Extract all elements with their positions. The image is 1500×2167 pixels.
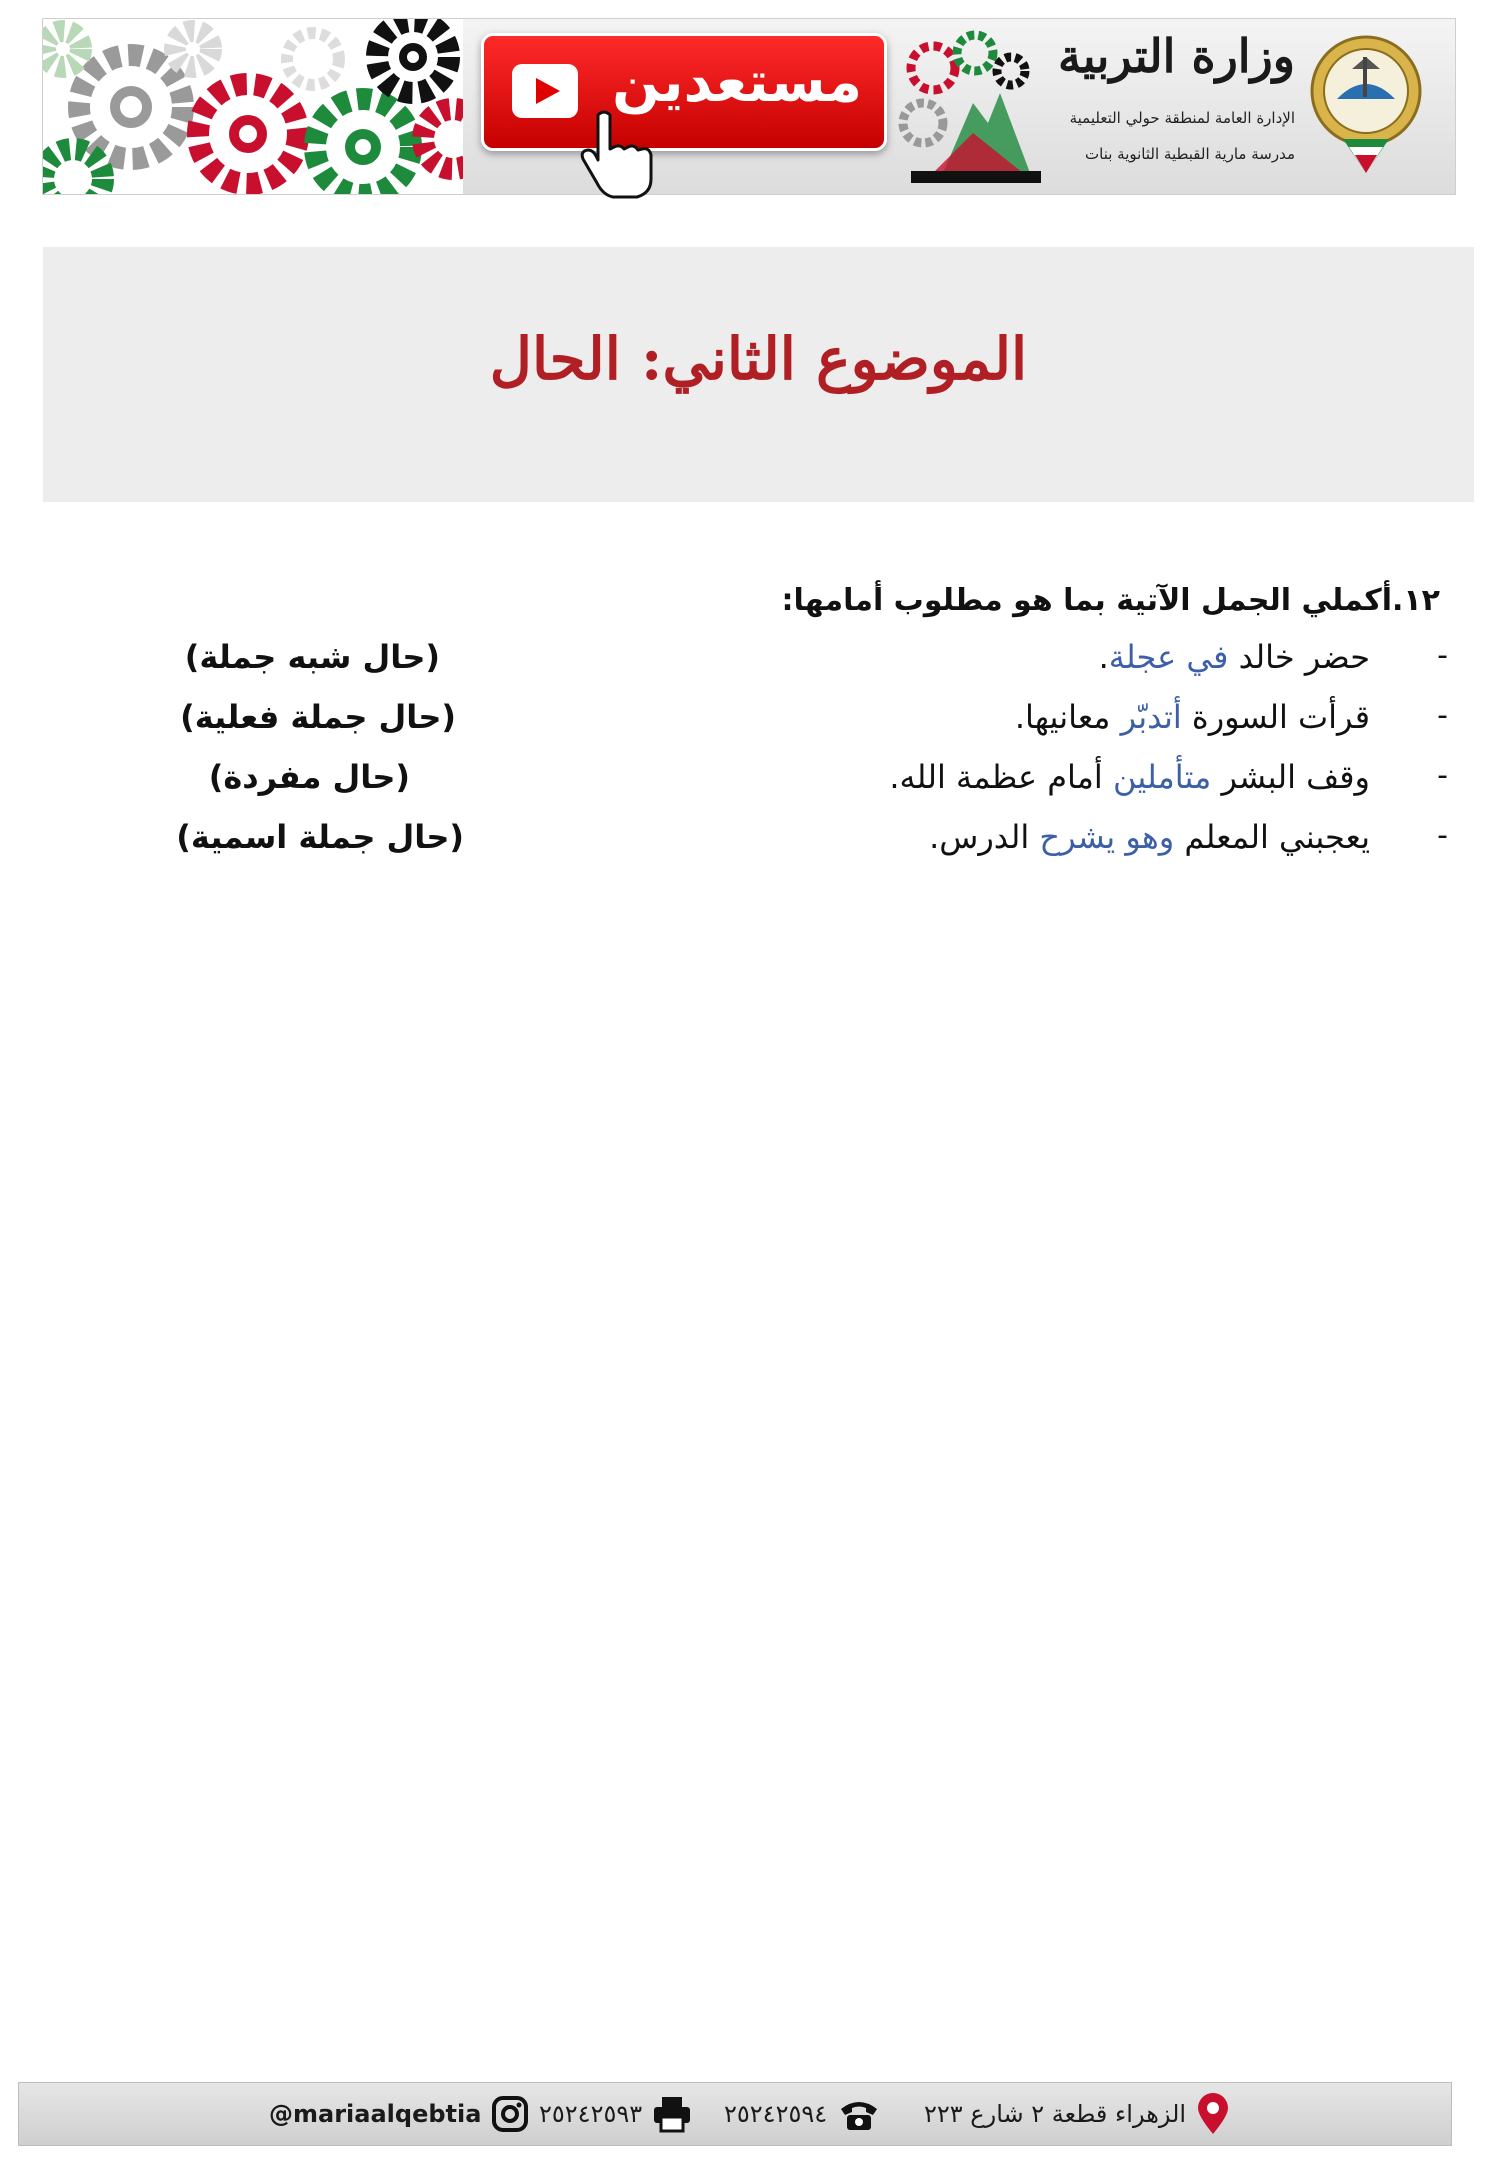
kuwait-emblem-icon xyxy=(1307,29,1425,179)
answer-text: أتدبّر xyxy=(1120,698,1182,736)
pointer-hand-icon xyxy=(578,107,658,199)
bullet-dash: - xyxy=(1437,638,1448,673)
fax-number: ٢٥٢٤٢٥٩٣ xyxy=(539,2100,643,2128)
location-pin-icon xyxy=(1196,2093,1230,2135)
instagram-icon xyxy=(491,2095,529,2133)
ready-button-label: مستعدين xyxy=(612,50,862,115)
footer-phone xyxy=(724,2095,881,2133)
exercise-item xyxy=(0,818,1500,874)
footer-instagram[interactable] xyxy=(269,2095,529,2133)
exercise-sentence: حضر خالد في عجلة. xyxy=(1098,638,1370,676)
lesson-title-box xyxy=(43,247,1474,502)
hint-label: (حال شبه جملة) xyxy=(184,638,440,676)
gears-decoration xyxy=(43,19,463,194)
ministry-subtitle: الإدارة العامة لمنطقة حولي التعليمية xyxy=(1069,109,1295,127)
bullet-dash: - xyxy=(1437,818,1448,853)
hint-label: (حال مفردة) xyxy=(208,758,410,796)
school-name: مدرسة مارية القبطية الثانوية بنات xyxy=(1085,145,1295,163)
lesson-title: الموضوع الثاني: الحال xyxy=(489,325,1028,393)
exercise-sentence: قرأت السورة أتدبّر معانيها. xyxy=(1014,698,1370,736)
bullet-dash: - xyxy=(1437,698,1448,733)
play-icon xyxy=(512,64,578,118)
hint-label: (حال جملة فعلية) xyxy=(180,698,456,736)
footer-fax xyxy=(539,2095,692,2133)
gears-icon xyxy=(43,19,463,194)
header-banner xyxy=(42,18,1456,195)
telephone-icon xyxy=(837,2095,881,2133)
answer-text: في عجلة xyxy=(1108,638,1229,676)
footer-bar xyxy=(18,2082,1452,2146)
phone-number: ٢٥٢٤٢٥٩٤ xyxy=(724,2100,828,2128)
ready-button[interactable] xyxy=(481,33,887,151)
exercise-item xyxy=(0,758,1500,814)
bullet-dash: - xyxy=(1437,758,1448,793)
hint-label: (حال جملة اسمية) xyxy=(176,818,464,856)
address-text: الزهراء قطعة ٢ شارع ٢٢٣ xyxy=(924,2100,1187,2128)
exercise-item xyxy=(0,698,1500,754)
map-gears-icon xyxy=(893,23,1053,188)
printer-icon xyxy=(652,2095,692,2133)
ministry-title: وزارة التربية xyxy=(1058,29,1295,83)
footer-address xyxy=(924,2095,1230,2133)
question-prompt: ١٢.أكملي الجمل الآتية بما هو مطلوب أمامها: xyxy=(781,583,1440,618)
exercise-sentence: وقف البشر متأملين أمام عظمة الله. xyxy=(889,758,1370,796)
exercise-item xyxy=(0,638,1500,694)
instagram-handle: @mariaalqebtia xyxy=(269,2100,482,2128)
answer-text: وهو يشرح xyxy=(1039,818,1175,856)
answer-text: متأملين xyxy=(1112,758,1212,796)
exercise-sentence: يعجبني المعلم وهو يشرح الدرس. xyxy=(929,818,1370,856)
